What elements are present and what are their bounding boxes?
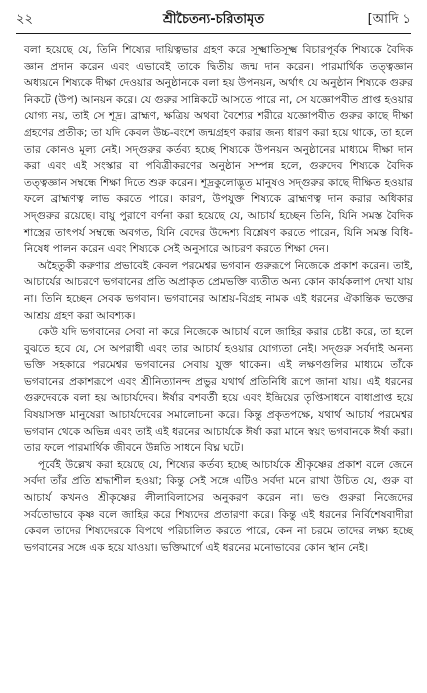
header-rule <box>16 33 411 34</box>
paragraph: কেউ যদি ভগবানের সেবা না করে নিজেকে আচার্য বলে জাহির করার চেষ্টা করে, তা হলে বুঝতে হবে যে, সে অপরাধী এবং তার আচার্য হওয়ার যোগ্যতা নেই। সদ্গুরু সর্বদাই অনন্য ভক্তি সহকারে পরমেশ্বর ভগবানের সেবায় যুক্ত থাকেন। এই লক্ষণগুলির মাধ্যমে তাঁকে ভগবানের প্রকাশরূপে এবং শ্রীনিত্যানন্দ প্রভুর যথার্থ প্রতিনিধি রূপে জানা যায়। এই ধরনের গুরুদেবকে বলা হয় আচার্যদেব। ঈর্ষার বশবর্তী হয়ে এবং ইন্দ্রিয়ের তৃপ্তিসাধনে বাধাপ্রাপ্ত হয়ে বিষয়াসক্ত মানুষেরা আচার্যদেবের সমালোচনা করে। কিন্তু প্রকৃতপক্ষে, যথার্থ আচার্য পরমেশ্বর ভগবান থেকে অভিন্ন এবং তাই এই ধরনের আচার্যকে ঈর্ষা করা মানে স্বয়ং ভগবানকে ঈর্ষা করা। তার ফলে পারমার্থিক জীবনে উন্নতি সাধনে বিঘ্ন ঘটে। <box>24 326 414 455</box>
running-title: শ্রীচৈতন্য-চরিতামৃত <box>162 12 265 27</box>
paragraph: বলা হয়েছে যে, তিনি শিষ্যের দায়িত্বভার গ্রহণ করে সূক্ষ্মাতিসূক্ষ্ম বিচারপূর্বক শিষ্যকে বৈদিক জ্ঞান প্রদান করেন এবং এভাবেই তাকে দ্বিতীয় জন্ম দান করেন। পারমার্থিক তত্ত্বজ্ঞান অধ্যয়নে শিষ্যকে দীক্ষা দেওয়ার অনুষ্ঠানকে বলা হয় উপনয়ন, অর্থাৎ যে অনুষ্ঠান শিষ্যকে গুরুর নিকটে (উপ) আনয়ন করে। যে গুরুর সান্নিকটে আসতে পারে না, সে যজ্ঞোপবীত প্রাপ্ত হওয়ার যোগ্য নয়, তাই সে শূদ্র। ব্রাহ্মণ, ক্ষত্রিয় অথবা বৈশ্যের শরীরে যজ্ঞোপবীত গুরুর কাছে দীক্ষা গ্রহণের প্রতীক; তা যদি কেবল উচ্চ-বংশে জন্মগ্রহণ করার জন্য ধারণ করা হয়ে থাকে, তা হলে তার কোনও মূল্য নেই। সদ্গুরুর কর্তব্য হচ্ছে শিষ্যকে উপনয়ন অনুষ্ঠানের মাধ্যমে দীক্ষা দান করা এবং এই সংস্কার বা পবিত্রীকরণের অনুষ্ঠান সম্পন্ন হলে, গুরুদেব শিষ্যকে বৈদিক তত্ত্বজ্ঞান সম্বন্ধে শিক্ষা দিতে শুরু করেন। শূদ্রকুলোদ্ভূত মানুষও সদ্গুরুর কাছে দীক্ষিত হওয়ার ফলে ব্রাহ্মণত্ব লাভ করতে পারে। কারণ, উপযুক্ত শিষ্যকে ব্রাহ্মণত্ব দান করার অধিকার সদ্গুরুর রয়েছে। বায়ু পুরাণে বর্ণনা করা হয়েছে যে, আচার্য হচ্ছেন তিনি, যিনি সমস্ত বৈদিক শাস্ত্রের তাৎপর্য সম্বন্ধে অবগত, যিনি বেদের উদ্দেশ্য বিশ্লেষণ করতে পারেন, যিনি সমস্ত বিধি-নিষেধ পালন করেন এবং শিষ্যকে সেই অনুসারে আচরণ করতে শিক্ষা দেন। <box>24 44 413 256</box>
page-number: ২২ <box>16 12 33 27</box>
page-header <box>16 8 411 32</box>
chapter-reference: [আদি ১ <box>367 12 411 27</box>
body-text <box>24 42 413 556</box>
paragraph: অহৈতুকী করুণার প্রভাবেই কেবল পরমেশ্বর ভগবান গুরুরূপে নিজেকে প্রকাশ করেন। তাই, আচার্যের আচরণে ভগবানের প্রতি অপ্রাকৃত প্রেমভক্তি ব্যতীত অন্য কোন কার্যকলাপ দেখা যায় না। তিনি হচ্ছেন সেবক ভগবান। ভগবানের আশ্রয়-বিগ্রহ নামক এই ধরনের ঐকান্তিক ভক্তের আশ্রয় গ্রহণ করা আবশ্যক। <box>24 259 413 322</box>
paragraph: পূর্বেই উল্লেখ করা হয়েছে যে, শিষ্যের কর্তব্য হচ্ছে আচার্যকে শ্রীকৃষ্ণের প্রকাশ বলে জেনে সর্বদা তাঁর প্রতি শ্রদ্ধাশীল হওয়া; কিন্তু সেই সঙ্গে এটিও সর্বদা মনে রাখা উচিত যে, গুরু বা আচার্য কখনও শ্রীকৃষ্ণের লীলাবিলাসের অনুকরণ করেন না। ভণ্ড গুরুরা নিজেদের সর্বতোভাবে কৃষ্ণ বলে জাহির করে শিষ্যদের প্রতারণা করে। কিন্তু এই ধরনের নির্বিশেষবাদীরা কেবল তাদের শিষ্যদেরকে বিপথে পরিচালিত করতে পারে, কেন না চরমে তাদের লক্ষ্য হচ্ছে ভগবানের সঙ্গে এক হয়ে যাওয়া। ভক্তিমার্গে এই ধরনের মনোভাবের কোন স্থান নেই। <box>24 458 413 554</box>
